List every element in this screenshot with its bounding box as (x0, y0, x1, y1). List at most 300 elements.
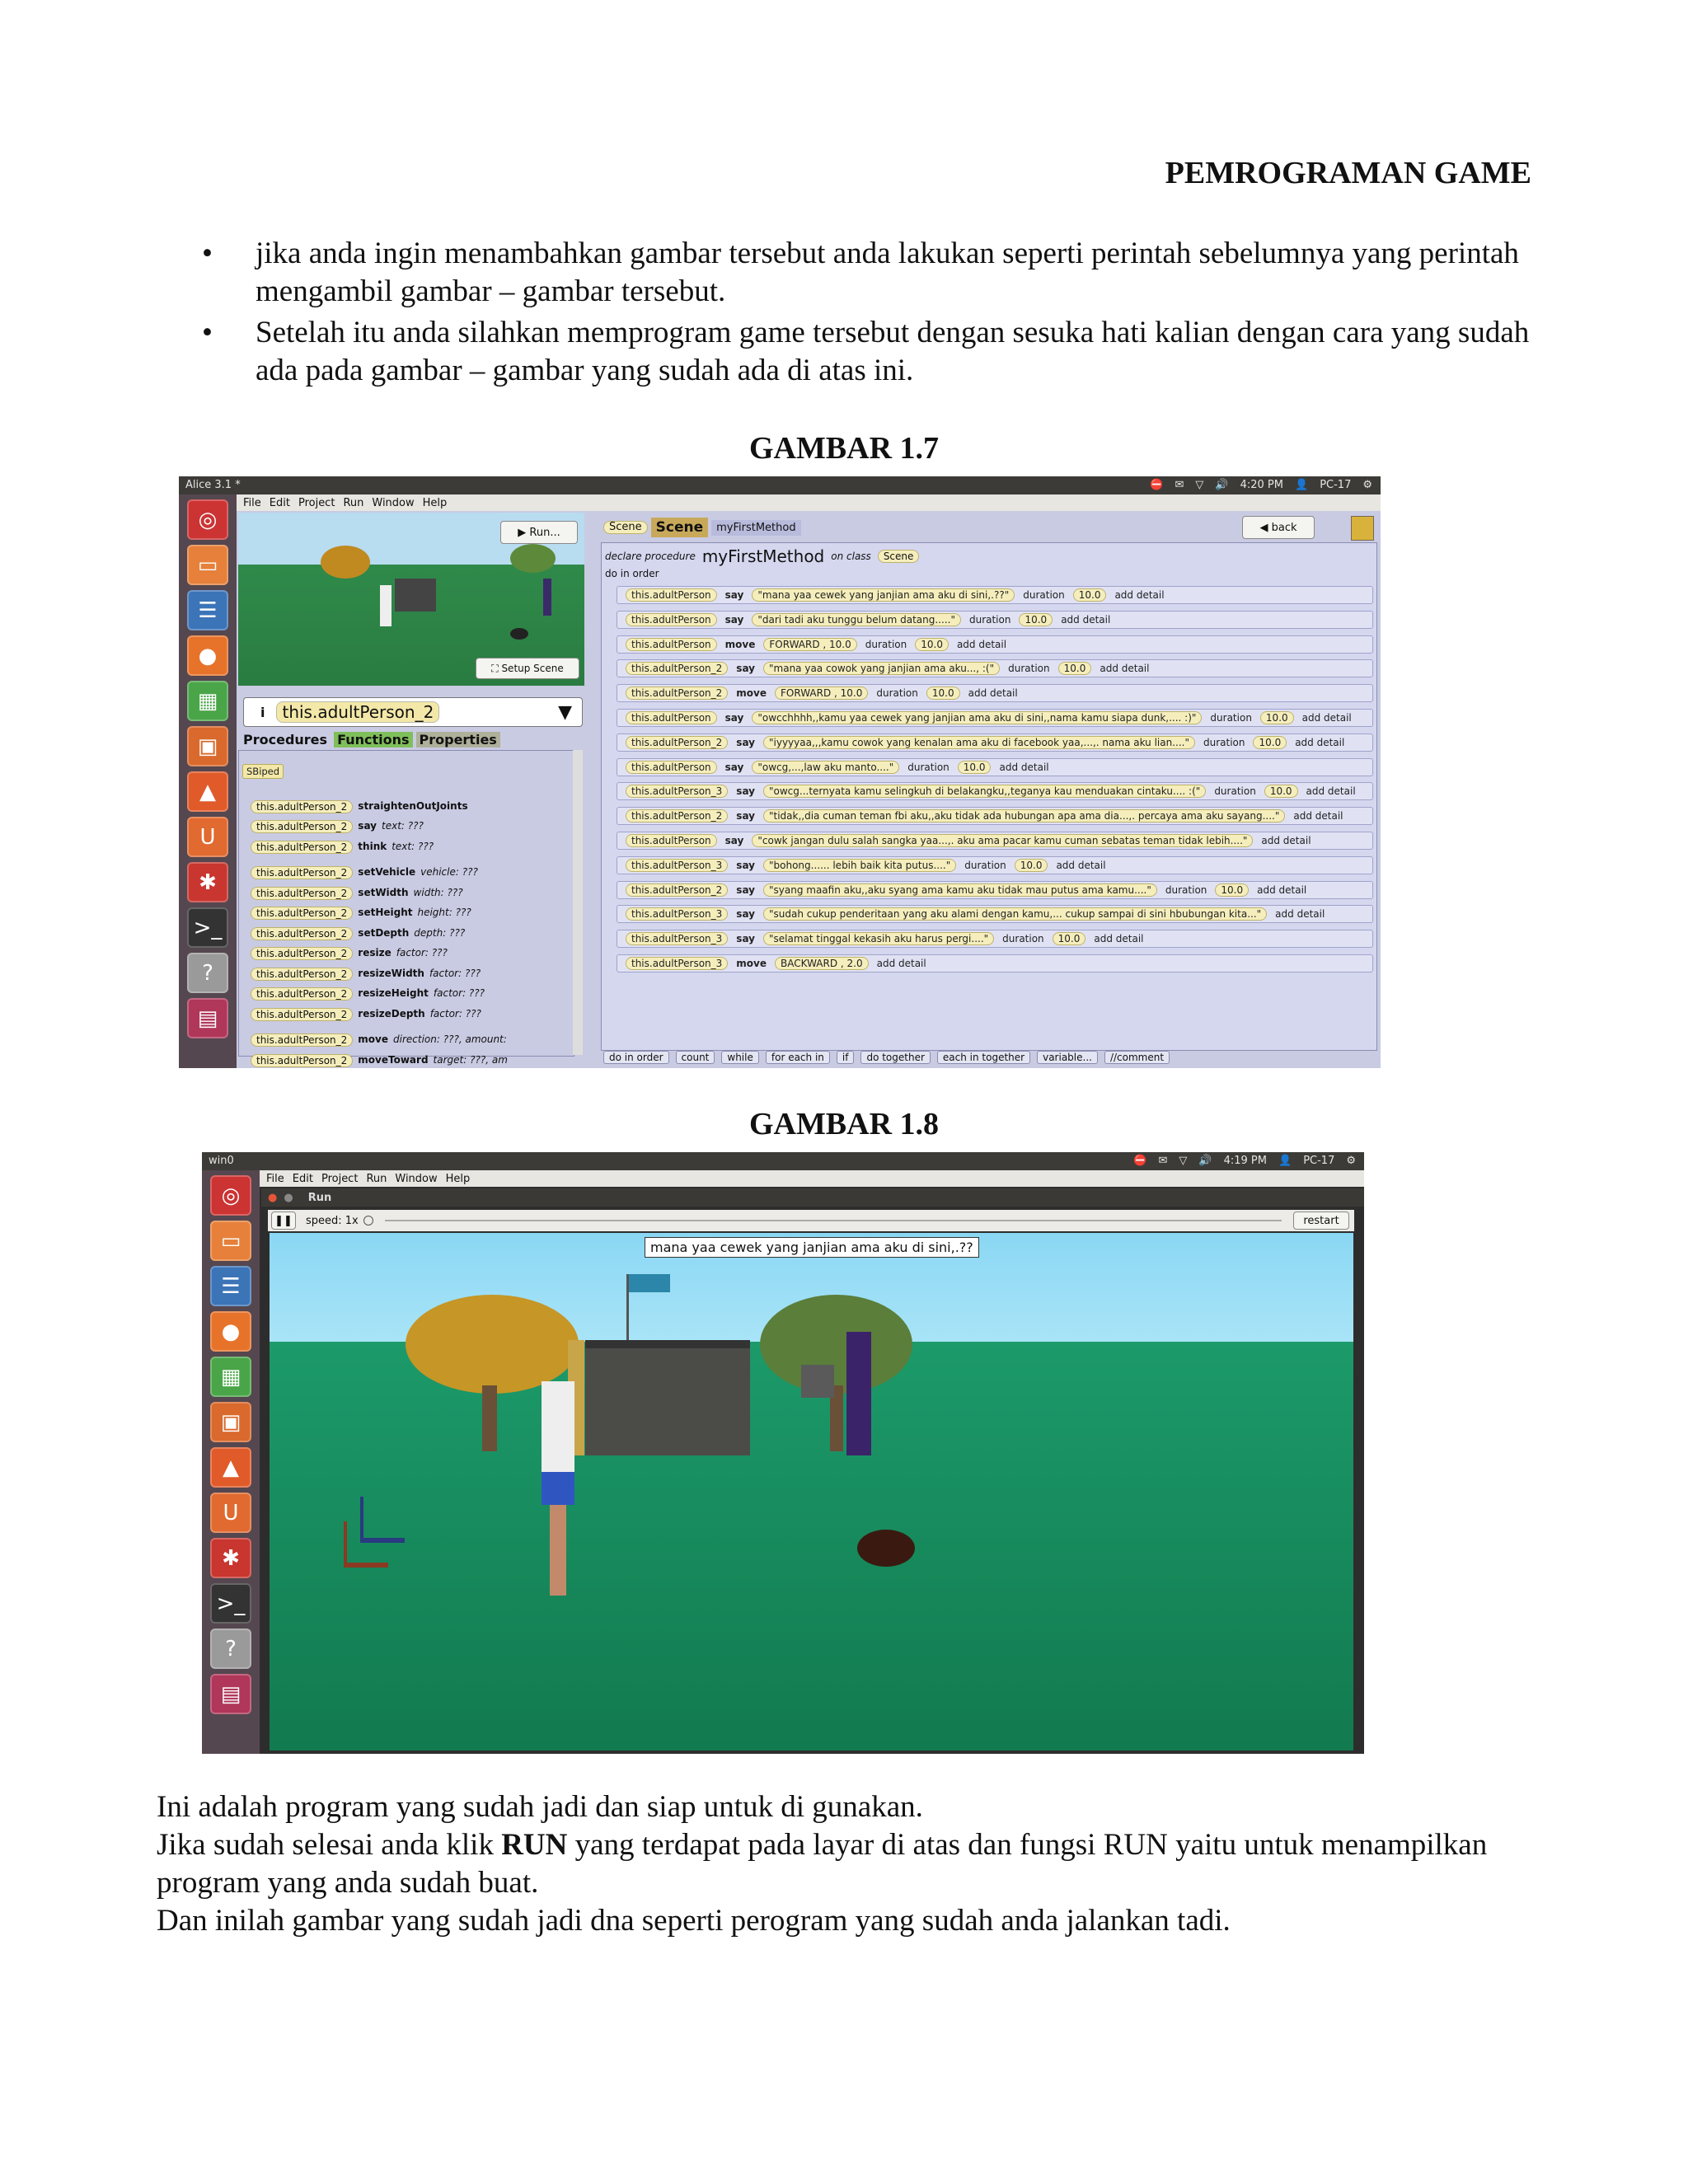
firefox-icon[interactable]: ● (210, 1311, 251, 1352)
statement-argument: "sudah cukup penderitaan yang aku alami dengan kamu,... cukup sampai di sini hbubungan kita..." (763, 907, 1267, 921)
procedure-param: text: ??? (392, 840, 434, 852)
window-title: win0 (209, 1155, 234, 1167)
control-block[interactable]: while (721, 1051, 758, 1064)
body-line-1: Ini adalah program yang sudah jadi dan siap untuk di gunakan. (157, 1790, 923, 1824)
add-detail-button[interactable]: add detail (1261, 835, 1311, 846)
statement-target: this.adultPerson (626, 588, 717, 602)
writer-icon[interactable]: ☰ (210, 1266, 251, 1306)
procedure-param: text: ??? (382, 820, 424, 832)
add-detail-button[interactable]: add detail (999, 761, 1049, 773)
run-titlebar (261, 1188, 1364, 1207)
figure-2-caption: GAMBAR 1.8 (748, 1107, 940, 1141)
add-detail-button[interactable]: add detail (1061, 613, 1111, 626)
alice-editor-screenshot (179, 476, 1381, 1068)
menu-bar (260, 1170, 1364, 1187)
gear-icon[interactable]: ⚙ (1362, 479, 1372, 491)
speech-bubble: mana yaa cewek yang janjian ama aku di sini,.?? (645, 1237, 979, 1258)
castle-wall (585, 1340, 750, 1455)
bullet-item: • Setelah itu anda silahkan memprogram game tersebut dengan sesuka hati kalian dengan cara yang sudah ada pada gambar – gambar yang sudah ada di atas ini. (202, 314, 1537, 390)
duration-value: 10.0 (1215, 883, 1249, 897)
procedures-panel (238, 750, 574, 1066)
statement-row[interactable] (617, 807, 1373, 825)
statement-target: this.adultPerson (626, 613, 717, 626)
procedure-tile[interactable] (251, 1033, 507, 1047)
duration-label: duration (1002, 933, 1044, 945)
statement-verb: say (724, 589, 744, 601)
add-detail-button[interactable]: add detail (1257, 883, 1307, 896)
method-declaration (605, 546, 919, 566)
procedure-tile[interactable] (251, 907, 471, 920)
statement-row[interactable] (617, 659, 1373, 677)
procedure-target: this.adultPerson_2 (251, 987, 353, 1001)
user-icon[interactable]: 👤 (1295, 479, 1309, 491)
firefox-icon[interactable]: ● (187, 635, 228, 676)
add-detail-button[interactable]: add detail (1094, 933, 1144, 945)
control-block[interactable]: each in together (937, 1051, 1030, 1064)
add-detail-button[interactable]: add detail (1306, 785, 1356, 798)
procedure-name: setWidth (358, 886, 409, 898)
person-legs (550, 1505, 566, 1596)
statement-verb: say (724, 613, 744, 626)
tree-icon (321, 546, 370, 579)
duration-label: duration (1165, 883, 1207, 896)
procedure-param: factor: ??? (433, 987, 485, 999)
procedure-param: factor: ??? (429, 967, 481, 979)
statement-argument: "selamat tinggal kekasih aku harus pergi...." (763, 932, 994, 945)
add-detail-button[interactable]: add detail (1293, 810, 1343, 823)
statement-argument: "tidak,,dia cuman teman fbi aku,,aku tidak ada hubungan apa ama dia...,. percaya ama aku sayang...." (763, 809, 1285, 823)
procedure-tabs (240, 732, 500, 748)
statement-target: this.adultPerson (626, 638, 717, 651)
back-label: back (1271, 521, 1297, 534)
menu-help[interactable]: Help (422, 496, 448, 509)
pause-icon[interactable]: ❚❚ (271, 1212, 296, 1230)
run-window-screenshot (202, 1152, 1364, 1754)
folder-icon[interactable]: ▭ (210, 1221, 251, 1261)
duration-value: 10.0 (1253, 736, 1287, 749)
duration-label: duration (968, 613, 1011, 626)
terminal-icon[interactable]: >_ (187, 907, 228, 948)
add-detail-button[interactable]: add detail (1295, 736, 1345, 748)
run-button[interactable]: ▶ Run... (500, 521, 578, 544)
statement-argument: "owcchhhh,,kamu yaa cewek yang janjian ama aku di sini,,nama kamu siapa dunk,.... :)" (752, 711, 1202, 724)
calc-icon[interactable]: ▦ (187, 681, 228, 721)
duration-value: 10.0 (1264, 785, 1298, 798)
tree-icon (510, 544, 556, 573)
statement-row[interactable] (617, 954, 1373, 972)
figure-1-caption: GAMBAR 1.7 (748, 431, 940, 466)
volume-icon[interactable]: 🔊 (1215, 479, 1229, 491)
procedure-tile[interactable] (251, 820, 424, 833)
statement-row[interactable] (617, 832, 1373, 850)
duration-value: 10.0 (926, 687, 960, 700)
statement-argument: "bohong...... lebih baik kita putus...." (763, 859, 956, 872)
duration-value: 10.0 (1053, 932, 1086, 945)
add-detail-button[interactable]: add detail (1100, 663, 1150, 675)
menu-project[interactable]: Project (321, 1172, 359, 1185)
restart-button[interactable]: restart (1293, 1212, 1349, 1230)
procedure-param: direction: ???, amount: (393, 1033, 507, 1045)
bench-icon (344, 1521, 388, 1568)
person-blue-shorts (542, 1472, 574, 1505)
software-center-icon[interactable]: ▲ (187, 771, 228, 812)
procedure-tile[interactable] (251, 841, 434, 854)
add-detail-button[interactable]: add detail (876, 958, 926, 969)
on-class-label: on class (831, 551, 871, 562)
setup-scene-label: Setup Scene (501, 663, 564, 674)
control-block[interactable]: if (837, 1051, 855, 1064)
scene-dropdown[interactable]: Scene (603, 521, 648, 534)
declare-prefix: declare procedure (605, 551, 696, 562)
do-in-order-label: do in order (605, 568, 659, 579)
statement-verb: say (736, 933, 755, 945)
statement-row[interactable] (617, 684, 1373, 702)
duration-label: duration (1214, 785, 1256, 798)
duration-label: duration (1023, 589, 1065, 601)
run-button-label: Run... (529, 526, 560, 539)
setup-scene-button[interactable]: ⛶ Setup Scene (476, 658, 579, 679)
tree-icon (406, 1295, 579, 1394)
writer-icon[interactable]: ☰ (187, 590, 228, 630)
control-block[interactable]: //comment (1104, 1051, 1170, 1064)
statement-argument: FORWARD , 10.0 (763, 638, 856, 651)
method-name: myFirstMethod (701, 546, 825, 566)
bullet-item: • jika anda ingin menambahkan gambar tersebut anda lakukan seperti perintah sebelumnya yang perintah mengambil gambar – gambar tersebut. (202, 235, 1537, 311)
menu-window[interactable]: Window (395, 1172, 438, 1185)
statement-target: this.adultPerson_2 (626, 809, 728, 823)
bullet-list (202, 235, 1537, 393)
body-line-2 (157, 1826, 1574, 1902)
statement-target: this.adultPerson (626, 711, 717, 724)
procedure-name: think (358, 840, 387, 852)
ubuntu-logo-icon[interactable]: ◎ (210, 1175, 251, 1216)
bullet-text: Setelah itu anda silahkan memprogram game tersebut dengan sesuka hati kalian dengan cara yang sudah ada pada gambar – gambar yang sudah ada di atas ini. (256, 316, 1530, 387)
terminal-icon[interactable]: >_ (210, 1583, 251, 1624)
tab-properties[interactable]: Properties (416, 732, 500, 748)
duration-label: duration (865, 638, 907, 650)
system-top-bar (179, 476, 1381, 494)
menu-file[interactable]: File (266, 1172, 284, 1185)
procedure-tile[interactable] (251, 887, 463, 900)
mail-icon[interactable]: ✉ (1158, 1155, 1168, 1167)
statement-argument: "owcg,...,law aku manto...." (752, 761, 899, 774)
rock-icon (510, 628, 528, 640)
procedures-scrollbar[interactable] (573, 750, 583, 1055)
back-button[interactable]: ◀ back (1242, 516, 1315, 539)
impress-icon[interactable]: ▣ (187, 726, 228, 766)
body-line-3: Dan inilah gambar yang sudah jadi dna seperti perogram yang sudah anda jalankan tadi. (157, 1904, 1231, 1938)
statement-row[interactable] (617, 758, 1373, 776)
menu-edit[interactable]: Edit (269, 496, 290, 509)
statement-verb: say (724, 835, 744, 846)
menu-window[interactable]: Window (372, 496, 415, 509)
statement-row[interactable] (617, 635, 1373, 654)
add-detail-button[interactable]: add detail (968, 687, 1018, 700)
statement-row[interactable] (617, 905, 1373, 923)
statement-verb: say (736, 908, 755, 921)
editor-tabs (603, 518, 801, 537)
statement-target: this.adultPerson_3 (626, 907, 728, 921)
statement-argument: "dari tadi aku tunggu belum datang....." (752, 613, 961, 626)
duration-value: 10.0 (915, 638, 949, 651)
ubuntu-one-icon[interactable]: U (187, 817, 228, 857)
code-editor[interactable] (601, 542, 1377, 1051)
tree-trunk (482, 1385, 497, 1451)
control-block[interactable]: variable... (1037, 1051, 1098, 1064)
impress-icon[interactable]: ▣ (210, 1402, 251, 1442)
run-scene-viewport[interactable] (270, 1233, 1353, 1750)
procedure-param: factor: ??? (396, 947, 448, 958)
settings-icon[interactable]: ✱ (187, 862, 228, 902)
duration-label: duration (876, 687, 918, 700)
control-block[interactable]: for each in (766, 1051, 830, 1064)
statement-row[interactable] (617, 586, 1373, 604)
procedure-name: setHeight (358, 907, 413, 918)
control-block[interactable]: do together (860, 1051, 930, 1064)
procedure-param: depth: ??? (414, 926, 466, 939)
tree-icon (760, 1295, 912, 1394)
class-name: Scene (878, 550, 920, 563)
duration-value: 10.0 (1073, 588, 1107, 602)
procedure-target: this.adultPerson_2 (251, 1054, 353, 1067)
duration-label: duration (907, 761, 950, 773)
procedure-target: this.adultPerson_2 (251, 841, 353, 854)
duration-label: duration (1210, 712, 1252, 724)
body-text (157, 1788, 1574, 1940)
duration-value: 10.0 (1058, 662, 1092, 675)
add-detail-button[interactable]: add detail (1114, 589, 1165, 601)
volume-icon[interactable]: 🔊 (1198, 1155, 1212, 1167)
bullet-text: jika anda ingin menambahkan gambar tersebut anda lakukan seperti perintah sebelumnya yang perintah mengambil gambar – gambar tersebut. (256, 237, 1519, 308)
person-icon (380, 585, 392, 626)
user-icon[interactable]: 👤 (1278, 1155, 1292, 1167)
body-line-2-post: yang terdapat pada layar di atas dan fungsi RUN yaitu untuk menampilkan program yang anda sudah buat. (157, 1828, 1488, 1900)
procedure-name: resize (358, 947, 392, 958)
statement-verb: move (724, 638, 756, 650)
procedure-param: factor: ??? (429, 1007, 481, 1019)
procedure-name: resizeWidth (358, 967, 424, 979)
statement-target: this.adultPerson_2 (626, 687, 728, 700)
procedure-target: this.adultPerson_2 (251, 1008, 353, 1021)
tab-functions[interactable]: Functions (334, 732, 412, 748)
duration-value: 10.0 (1019, 613, 1053, 626)
ubuntu-one-icon[interactable]: U (210, 1493, 251, 1533)
statement-row[interactable] (617, 881, 1373, 899)
statement-verb: say (736, 736, 755, 748)
procedure-name: moveToward (358, 1053, 429, 1066)
minimize-icon[interactable]: ● (284, 1191, 293, 1204)
tab-myfirstmethod[interactable]: myFirstMethod (711, 520, 800, 536)
control-blocks-bar (603, 1048, 1377, 1066)
duration-label: duration (964, 859, 1006, 871)
calc-icon[interactable]: ▦ (210, 1357, 251, 1397)
workspace-icon[interactable]: ▤ (187, 998, 228, 1038)
duration-value: 10.0 (1015, 859, 1048, 872)
statement-argument: "syang maafin aku,,aku syang ama kamu aku tidak mau putus ama kamu...." (763, 883, 1157, 897)
tab-scene[interactable]: Scene (651, 518, 708, 537)
procedure-param: target: ???, am (433, 1053, 508, 1066)
statement-target: this.adultPerson_2 (626, 736, 728, 749)
add-detail-button[interactable]: add detail (956, 638, 1007, 650)
statement-target: this.adultPerson_3 (626, 957, 728, 970)
stop-icon[interactable]: ⛔ (1133, 1155, 1147, 1167)
launcher-bar (202, 1170, 260, 1754)
statement-argument: "owcg...ternyata kamu selingkuh di belakangku,,teganya kau menduakan cintaku.... :(" (763, 785, 1206, 798)
statement-verb: say (736, 810, 755, 823)
procedure-target: this.adultPerson_2 (251, 887, 353, 900)
body-line-2-bold: RUN (501, 1828, 568, 1862)
person-white-shirt (542, 1381, 574, 1472)
statement-argument: FORWARD , 10.0 (775, 687, 868, 700)
statement-row[interactable] (617, 856, 1373, 874)
procedure-param: height: ??? (417, 907, 471, 918)
add-detail-button[interactable]: add detail (1056, 859, 1106, 871)
statement-verb: say (736, 859, 755, 871)
statement-target: this.adultPerson_2 (626, 662, 728, 675)
statement-row[interactable] (617, 930, 1373, 948)
menu-edit[interactable]: Edit (292, 1172, 313, 1185)
add-detail-button[interactable]: add detail (1301, 712, 1352, 724)
speed-slider-handle[interactable] (363, 1216, 373, 1226)
page-header-title: PEMROGRAMAN GAME (1165, 156, 1531, 190)
statement-row[interactable] (617, 782, 1373, 800)
statement-target: this.adultPerson_2 (626, 883, 728, 897)
close-icon[interactable]: ● (268, 1191, 278, 1204)
procedure-name: straightenOutJoints (358, 799, 468, 812)
procedure-name: move (358, 1033, 389, 1045)
duration-label: duration (1008, 663, 1050, 675)
launcher-bar (179, 494, 237, 1068)
statement-target: this.adultPerson_3 (626, 859, 728, 872)
statement-row[interactable] (617, 611, 1373, 629)
person-icon (543, 579, 551, 616)
tab-procedures[interactable]: Procedures (240, 732, 331, 748)
procedure-param: width: ??? (413, 886, 463, 898)
procedure-tile[interactable] (251, 1008, 481, 1021)
procedure-name: resizeHeight (358, 987, 429, 999)
help-icon[interactable]: ? (210, 1629, 251, 1669)
procedure-name: say (358, 820, 377, 832)
workspace-icon[interactable]: ▤ (210, 1674, 251, 1714)
procedure-tile[interactable] (251, 800, 473, 813)
duration-value: 10.0 (1260, 711, 1294, 724)
statement-verb: say (736, 785, 755, 798)
selected-object: this.adultPerson_2 (276, 701, 439, 723)
wifi-icon[interactable]: ▽ (1195, 479, 1204, 491)
menu-help[interactable]: Help (445, 1172, 471, 1185)
castle-icon (395, 579, 436, 612)
procedure-target: this.adultPerson_2 (251, 800, 353, 813)
window-title: Alice 3.1 * (185, 479, 241, 491)
group-label: SBiped (242, 764, 284, 779)
user-name[interactable]: PC-17 (1320, 479, 1352, 491)
duration-value: 10.0 (958, 761, 992, 774)
statement-target: this.adultPerson_3 (626, 785, 728, 798)
settings-icon[interactable]: ✱ (210, 1538, 251, 1578)
control-block[interactable]: do in order (603, 1051, 669, 1064)
procedure-name: setDepth (358, 926, 410, 939)
person-purple-dress (846, 1332, 871, 1455)
procedure-target: this.adultPerson_2 (251, 968, 353, 981)
procedure-tile[interactable] (251, 1054, 508, 1067)
procedure-tile[interactable] (251, 866, 478, 879)
statement-argument: BACKWARD , 2.0 (775, 957, 869, 970)
statement-argument: "iyyyyaa,,,kamu cowok yang kenalan ama aku di facebook yaa,...,. nama aku lian...." (763, 736, 1195, 749)
procedure-param: vehicle: ??? (420, 866, 478, 878)
wifi-icon[interactable]: ▽ (1179, 1155, 1188, 1167)
folder-icon[interactable]: ▭ (187, 545, 228, 585)
procedure-tile[interactable] (251, 927, 465, 940)
procedure-target: this.adultPerson_2 (251, 927, 353, 940)
procedure-tile[interactable] (251, 947, 448, 960)
statement-argument: "mana yaa cewek yang janjian ama aku di sini,.??" (752, 588, 1015, 602)
statement-target: this.adultPerson_3 (626, 932, 728, 945)
object-selector[interactable] (243, 697, 583, 727)
statement-verb: say (724, 761, 744, 773)
chevron-down-icon[interactable]: ▼ (558, 701, 572, 723)
menu-run[interactable]: Run (343, 496, 364, 509)
castle-icon (801, 1365, 834, 1398)
menu-project[interactable]: Project (298, 496, 335, 509)
scene-preview[interactable] (238, 513, 584, 686)
gear-icon[interactable]: ⚙ (1346, 1155, 1356, 1167)
software-center-icon[interactable]: ▲ (210, 1447, 251, 1488)
clock[interactable]: 4:19 PM (1223, 1155, 1267, 1167)
control-block[interactable]: count (676, 1051, 715, 1064)
menu-file[interactable]: File (243, 496, 261, 509)
stop-icon[interactable]: ⛔ (1150, 479, 1164, 491)
duration-label: duration (1203, 736, 1245, 748)
help-icon[interactable]: ? (187, 953, 228, 993)
rock-icon (857, 1530, 915, 1567)
procedure-target: this.adultPerson_2 (251, 820, 353, 833)
procedure-name: setVehicle (358, 866, 416, 878)
procedure-target: this.adultPerson_2 (251, 866, 353, 879)
ubuntu-logo-icon[interactable]: ◎ (187, 499, 228, 540)
clock[interactable]: 4:20 PM (1240, 479, 1283, 491)
statement-verb: move (736, 687, 767, 700)
mail-icon[interactable]: ✉ (1175, 479, 1184, 491)
statement-row[interactable] (617, 733, 1373, 752)
procedure-target: this.adultPerson_2 (251, 947, 353, 960)
procedure-tile[interactable] (251, 987, 485, 1001)
statement-row[interactable] (617, 709, 1373, 727)
flag-icon (629, 1274, 670, 1292)
procedure-name: resizeDepth (358, 1007, 425, 1019)
procedure-target: this.adultPerson_2 (251, 1033, 353, 1047)
statement-target: this.adultPerson (626, 834, 717, 847)
body-line-2-pre: Jika sudah selesai anda klik (157, 1828, 502, 1862)
statement-target: this.adultPerson (626, 761, 717, 774)
info-icon: i (260, 704, 265, 720)
run-controls (268, 1210, 1354, 1231)
system-top-bar (202, 1152, 1364, 1170)
statement-verb: say (736, 883, 755, 896)
clipboard-icon[interactable] (1351, 516, 1374, 541)
statement-verb: say (724, 712, 744, 724)
statement-argument: "mana yaa cowok yang janjian ama aku..., :(" (763, 662, 1000, 675)
statement-verb: move (736, 958, 767, 969)
procedure-target: this.adultPerson_2 (251, 907, 353, 920)
statement-verb: say (736, 663, 755, 675)
run-window-title: Run (307, 1191, 332, 1204)
speed-slider-track[interactable] (385, 1220, 1282, 1221)
procedure-tile[interactable] (251, 968, 481, 981)
user-name[interactable]: PC-17 (1303, 1155, 1335, 1167)
menu-run[interactable]: Run (366, 1172, 387, 1185)
add-detail-button[interactable]: add detail (1275, 908, 1325, 921)
speed-label: speed: 1x (306, 1214, 359, 1227)
